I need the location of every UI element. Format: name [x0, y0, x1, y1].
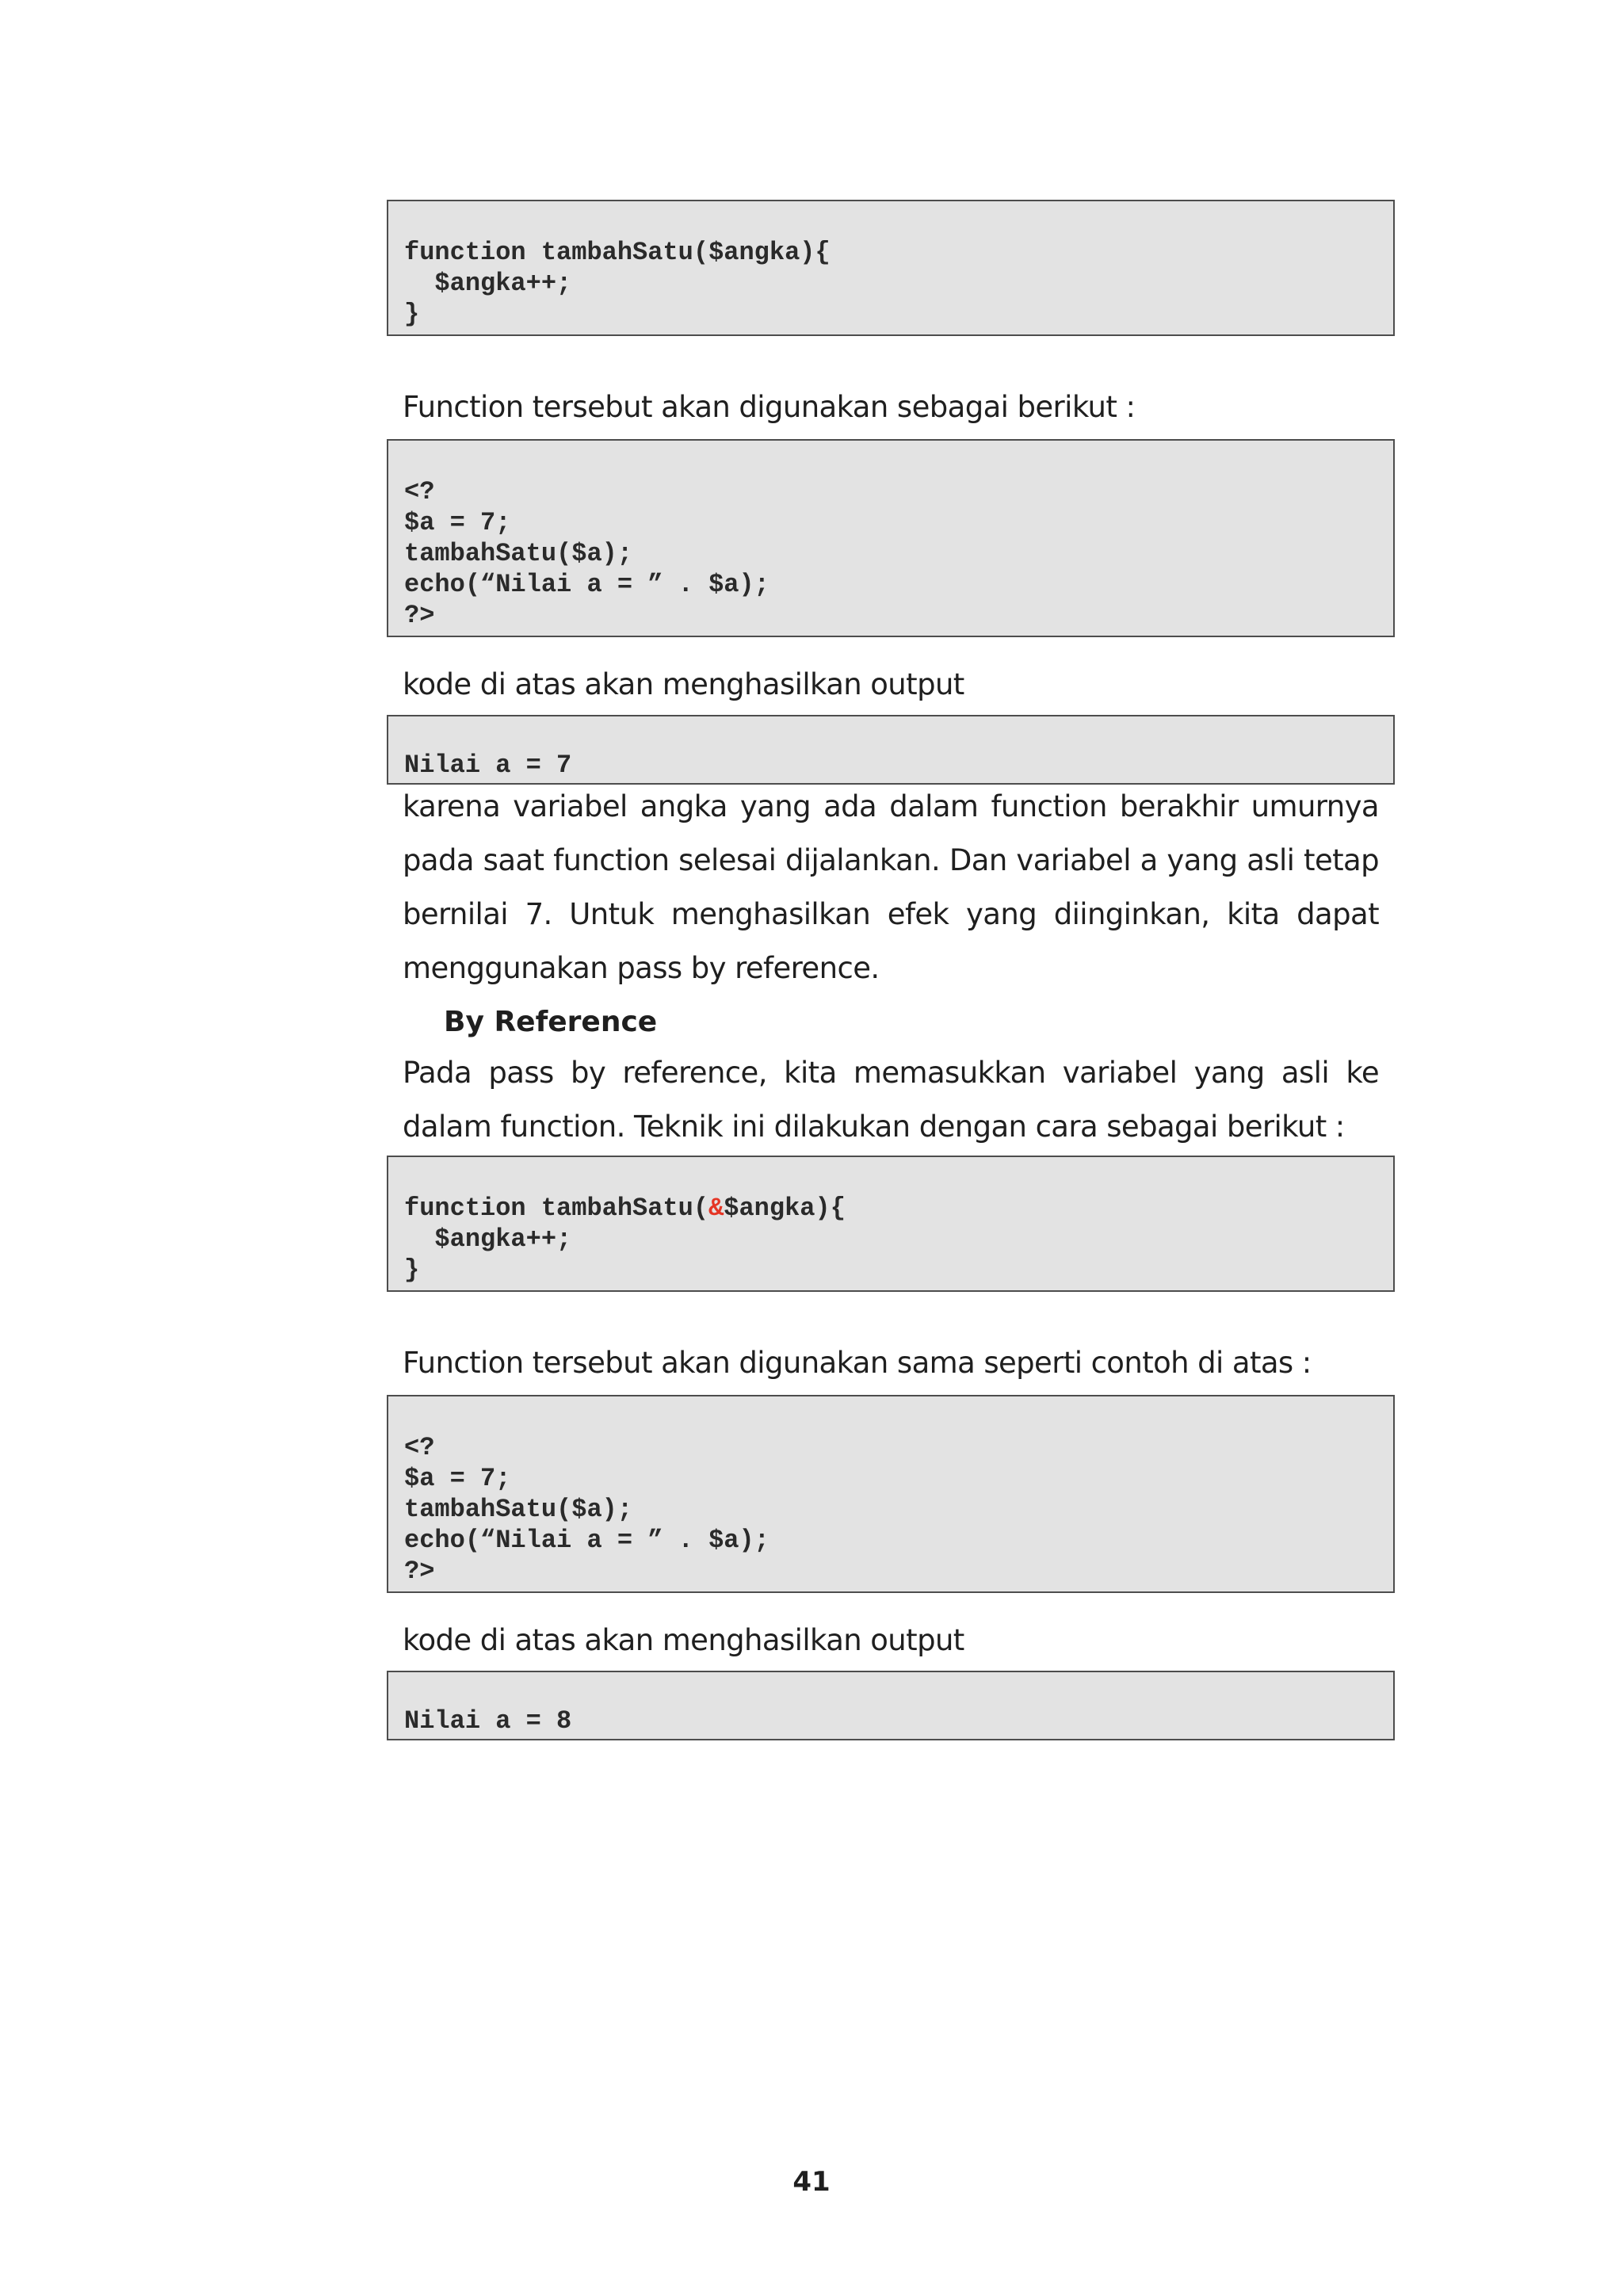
paragraph-by-reference: Pada pass by reference, kita memasukkan variabel yang asli ke dalam function. Teknik ini dilakukan dengan cara sebagai berikut :	[403, 1056, 1379, 1144]
output-box-1	[387, 715, 1395, 785]
code-block-function-by-value	[387, 200, 1395, 336]
page-number: 41	[792, 2166, 831, 2198]
code-fragment: $angka){	[724, 1194, 846, 1223]
code-line: ?>	[404, 1557, 435, 1586]
code-line: ?>	[404, 601, 435, 630]
output-line: Nilai a = 8	[404, 1706, 572, 1736]
paragraph-explanation: karena variabel angka yang ada dalam function berakhir umurnya pada saat function selesai dijalankan. Dan variabel a yang asli tetap bernilai 7. Untuk menghasilkan efek yang diinginkan, kita dapat menggunakan pass by reference.	[403, 789, 1379, 985]
text-output-intro-1: kode di atas akan menghasilkan output	[403, 667, 964, 701]
code-block-function-by-reference	[387, 1156, 1395, 1292]
text-usage-intro-2: Function tersebut akan digunakan sama seperti contoh di atas :	[403, 1346, 1312, 1380]
code-line: <?	[404, 1433, 435, 1462]
code-line: echo(“Nilai a = ” . $a);	[404, 1526, 769, 1555]
code-line: $a = 7;	[404, 508, 511, 537]
code-line: function tambahSatu($angka){	[404, 238, 831, 267]
code-line: $angka++;	[404, 1224, 572, 1254]
code-line	[404, 1193, 1377, 1224]
code-line: tambahSatu($a);	[404, 539, 633, 568]
code-line: echo(“Nilai a = ” . $a);	[404, 570, 769, 599]
code-line: tambahSatu($a);	[404, 1495, 633, 1524]
ampersand-highlight: &	[708, 1194, 724, 1223]
output-box-2	[387, 1671, 1395, 1740]
code-fragment: function tambahSatu(	[404, 1194, 709, 1223]
code-line: $angka++;	[404, 269, 572, 298]
section-heading-by-reference: By Reference	[444, 1006, 658, 1038]
code-line: $a = 7;	[404, 1464, 511, 1493]
code-block-usage-1	[387, 439, 1395, 637]
code-line: <?	[404, 477, 435, 506]
code-line: }	[404, 1255, 420, 1285]
code-line: }	[404, 300, 420, 329]
text-output-intro-2: kode di atas akan menghasilkan output	[403, 1623, 964, 1657]
code-block-usage-2	[387, 1395, 1395, 1593]
page-content	[387, 200, 1395, 1740]
text-usage-intro: Function tersebut akan digunakan sebagai berikut :	[403, 390, 1136, 424]
output-line: Nilai a = 7	[404, 751, 572, 780]
